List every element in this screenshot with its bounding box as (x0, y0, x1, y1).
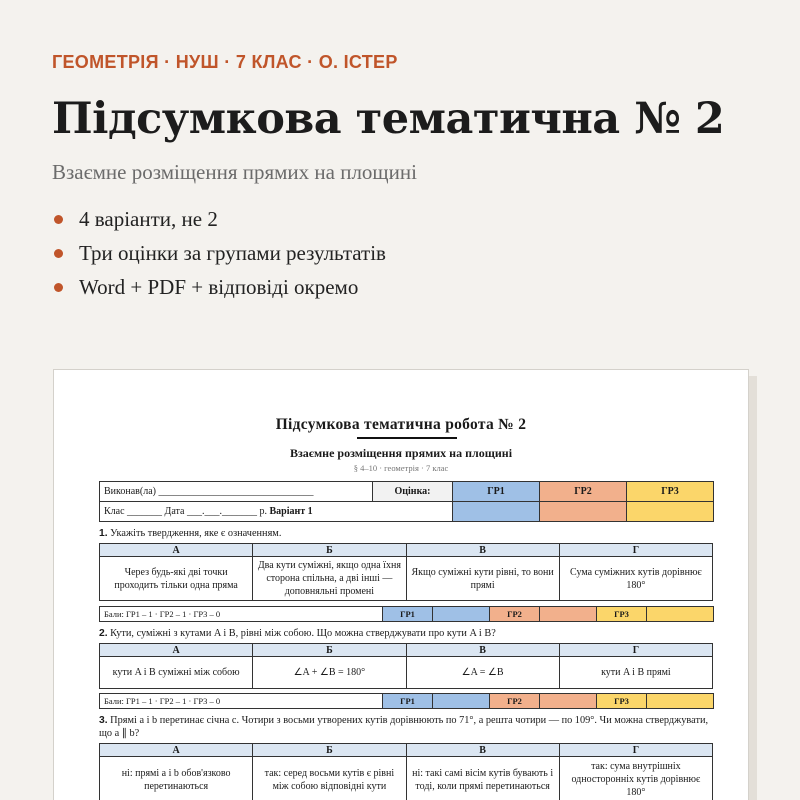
gr3-label: ГР3 (597, 607, 647, 622)
gr2-score-cell (540, 502, 627, 522)
option-letter: Б (253, 644, 406, 657)
answer-option: так: сума внутрішніх односторонніх кутів дорівнює 180° (559, 757, 712, 800)
feature-item (52, 202, 386, 236)
answer-option: Якщо суміжні кути рівні, то вони прямі (406, 557, 559, 601)
question-number: 1. (99, 528, 108, 539)
class-date-field: Клас _______ Дата ___.___._______ р. (104, 506, 267, 517)
option-letter: Б (253, 744, 406, 757)
score-text: Бали: ГР1 – 1 · ГР2 – 1 · ГР3 – 0 (100, 607, 383, 622)
page-title: Підсумкова тематична № 2 (52, 94, 725, 144)
score-row (99, 606, 714, 622)
score-row (99, 693, 714, 709)
answer-option: ні: такі самі вісім кутів бувають і тоді, коли прямі перетинаються (406, 757, 559, 800)
grade-label: Оцінка: (373, 482, 453, 502)
option-letter: Г (559, 544, 712, 557)
question-number: 2. (99, 628, 108, 639)
feature-list (52, 202, 386, 304)
class-date-variant (100, 502, 453, 522)
option-letter: В (406, 544, 559, 557)
option-letter: А (100, 644, 253, 657)
sheet-title: Підсумкова тематична робота № 2 (275, 416, 527, 433)
sheet-subtitle: Взаємне розміщення прямих на площині (289, 446, 513, 460)
answer-options-table (99, 743, 713, 800)
variant-label: Варіант 1 (269, 506, 313, 517)
gr2-label: ГР2 (490, 694, 540, 709)
gr1-score-cell (453, 502, 540, 522)
answer-option: так: серед восьми кутів є рівні між собою відповідні кути (253, 757, 406, 800)
answer-option: ∠A + ∠B = 180° (253, 657, 406, 689)
option-letter: В (406, 644, 559, 657)
gr3-header: ГР3 (627, 482, 714, 502)
question-text: Прямі a і b перетинає січна c. Чотири з восьми утворених кутів дорівнюють по 71°, а решта чотири — по 109°. Чи можна стверджувати, що a ∥ b? (99, 715, 709, 739)
gr2-header: ГР2 (540, 482, 627, 502)
gr3-box (647, 694, 714, 709)
bullet-dot-icon (54, 283, 63, 292)
gr3-label: ГР3 (597, 694, 647, 709)
sheet-meta: § 4–10 · геометрія · 7 клас (353, 463, 449, 473)
option-letter: А (100, 544, 253, 557)
question-3 (99, 715, 715, 740)
answer-option: кути A і B прямі (559, 657, 712, 689)
bullet-dot-icon (54, 215, 63, 224)
gr1-box (433, 694, 490, 709)
question-number: 3. (99, 715, 108, 726)
question-text: Укажіть твердження, яке є означенням. (110, 528, 282, 539)
worksheet-preview (53, 369, 749, 800)
feature-text: Word + PDF + відповіді окремо (79, 274, 359, 299)
answer-option: кути A і B суміжні між собою (100, 657, 253, 689)
question-text: Кути, суміжні з кутами A і B, рівні між собою. Що можна стверджувати про кути A і B? (110, 628, 496, 639)
page-subtitle: Взаємне розміщення прямих на площині (52, 160, 417, 184)
option-letter: Б (253, 544, 406, 557)
bullet-dot-icon (54, 249, 63, 258)
option-letter: Г (559, 644, 712, 657)
option-letter: В (406, 744, 559, 757)
gr1-label: ГР1 (383, 694, 433, 709)
feature-item (52, 236, 386, 270)
option-letter: Г (559, 744, 712, 757)
score-text: Бали: ГР1 – 1 · ГР2 – 1 · ГР3 – 0 (100, 694, 383, 709)
option-letter: А (100, 744, 253, 757)
kicker: ГЕОМЕТРІЯ · НУШ · 7 КЛАС · О. ІСТЕР (52, 52, 398, 72)
gr1-box (433, 607, 490, 622)
question-2 (99, 628, 715, 641)
feature-item (52, 270, 386, 304)
answer-option: Через будь-які дві точки проходить тільки одна пряма (100, 557, 253, 601)
answer-options-table (99, 543, 713, 601)
name-field: Виконав(ла) _______________________________ (100, 482, 373, 502)
title-underline (357, 437, 457, 439)
gr2-label: ГР2 (490, 607, 540, 622)
student-info-table (99, 481, 714, 522)
answer-option: Два кути суміжні, якщо одна їхня сторона спільна, а дві інші — доповняльні промені (253, 557, 406, 601)
gr2-box (540, 694, 597, 709)
gr1-label: ГР1 (383, 607, 433, 622)
answer-options-table (99, 643, 713, 689)
gr1-header: ГР1 (453, 482, 540, 502)
gr3-score-cell (627, 502, 714, 522)
answer-option: ні: прямі a і b обов'язково перетинаються (100, 757, 253, 800)
answer-option: ∠A = ∠B (406, 657, 559, 689)
answer-option: Сума суміжних кутів дорівнює 180° (559, 557, 712, 601)
feature-text: 4 варіанти, не 2 (79, 206, 218, 231)
gr3-box (647, 607, 714, 622)
feature-text: Три оцінки за групами результатів (79, 240, 386, 265)
question-1 (99, 528, 715, 541)
gr2-box (540, 607, 597, 622)
